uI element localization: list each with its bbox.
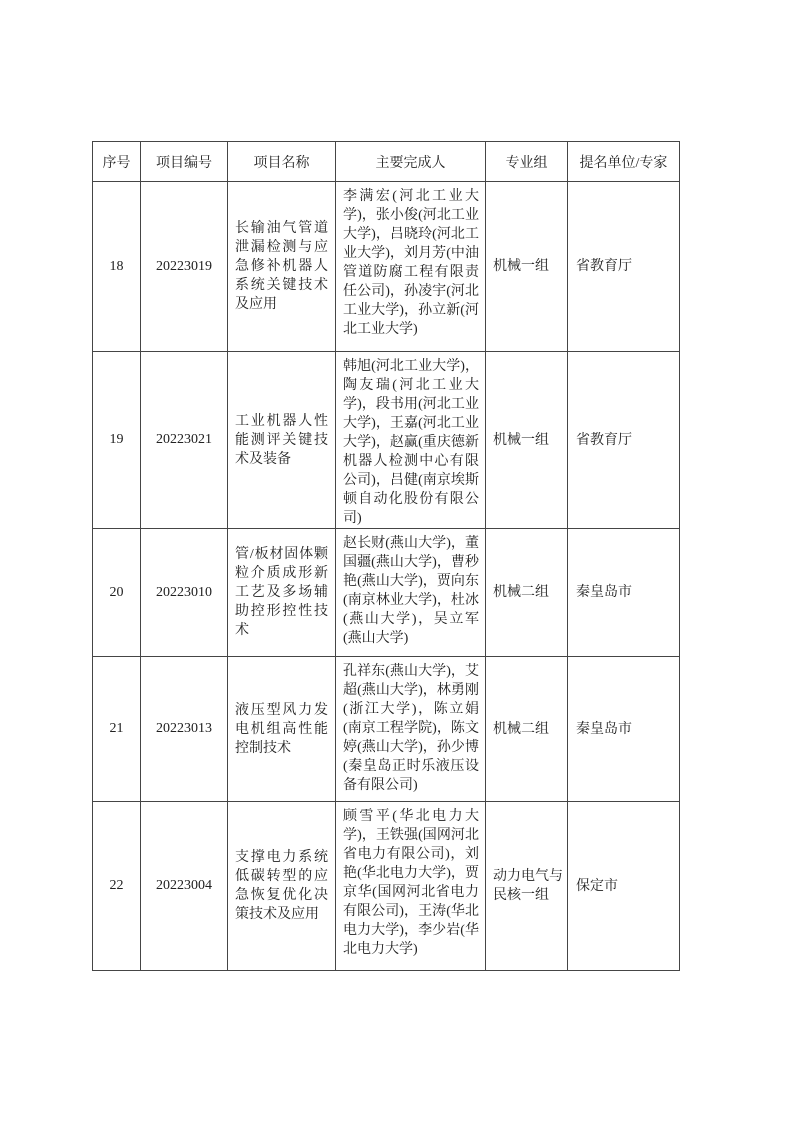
cell-nominating-unit: 秦皇岛市 (568, 529, 680, 657)
col-header-nominating-unit: 提名单位/专家 (568, 142, 680, 182)
table-row (93, 352, 680, 529)
cell-nominating-unit: 秦皇岛市 (568, 657, 680, 802)
cell-serial-number: 20 (93, 529, 141, 657)
cell-project-name: 液压型风力发电机组高性能控制技术 (228, 657, 336, 802)
col-header-main-contributors: 主要完成人 (336, 142, 486, 182)
cell-professional-group: 机械一组 (486, 182, 568, 352)
col-header-project-name: 项目名称 (228, 142, 336, 182)
cell-serial-number: 22 (93, 802, 141, 971)
cell-nominating-unit: 省教育厅 (568, 352, 680, 529)
cell-main-contributors: 李满宏(河北工业大学)，张小俊(河北工业大学)，吕晓玲(河北工业大学)，刘月芳(中油管道防腐工程有限责任公司)，孙凌宇(河北工业大学)，孙立新(河北工业大学) (336, 182, 486, 352)
cell-main-contributors: 顾雪平(华北电力大学)，王铁强(国网河北省电力有限公司)，刘艳(华北电力大学)，贾京华(国网河北省电力有限公司)，王涛(华北电力大学)，李少岩(华北电力大学) (336, 802, 486, 971)
table-row (93, 802, 680, 971)
cell-professional-group: 机械一组 (486, 352, 568, 529)
cell-nominating-unit: 保定市 (568, 802, 680, 971)
col-header-project-id: 项目编号 (141, 142, 228, 182)
cell-project-id: 20223004 (141, 802, 228, 971)
table-row (93, 657, 680, 802)
cell-main-contributors: 孔祥东(燕山大学)，艾超(燕山大学)，林勇刚(浙江大学)，陈立娟(南京工程学院)，陈文婷(燕山大学)，孙少博(秦皇岛正时乐液压设备有限公司) (336, 657, 486, 802)
cell-professional-group: 机械二组 (486, 657, 568, 802)
cell-project-id: 20223019 (141, 182, 228, 352)
col-header-serial-number: 序号 (93, 142, 141, 182)
cell-project-name: 管/板材固体颗粒介质成形新工艺及多场辅助控形控性技术 (228, 529, 336, 657)
cell-project-id: 20223010 (141, 529, 228, 657)
table-header-row (93, 142, 680, 182)
cell-project-name: 长输油气管道泄漏检测与应急修补机器人系统关键技术及应用 (228, 182, 336, 352)
cell-main-contributors: 韩旭(河北工业大学)，陶友瑞(河北工业大学)，段书用(河北工业大学)，王嘉(河北工业大学)，赵赢(重庆德新机器人检测中心有限公司)，吕健(南京埃斯顿自动化股份有限公司) (336, 352, 486, 529)
cell-serial-number: 19 (93, 352, 141, 529)
cell-project-id: 20223013 (141, 657, 228, 802)
col-header-professional-group: 专业组 (486, 142, 568, 182)
table-row (93, 182, 680, 352)
cell-professional-group: 动力电气与民核一组 (486, 802, 568, 971)
cell-project-name: 工业机器人性能测评关键技术及装备 (228, 352, 336, 529)
cell-project-name: 支撑电力系统低碳转型的应急恢复优化决策技术及应用 (228, 802, 336, 971)
cell-serial-number: 18 (93, 182, 141, 352)
cell-nominating-unit: 省教育厅 (568, 182, 680, 352)
projects-table (92, 141, 680, 971)
table-row (93, 529, 680, 657)
cell-main-contributors: 赵长财(燕山大学)，董国疆(燕山大学)，曹秒艳(燕山大学)，贾向东(南京林业大学)，杜冰(燕山大学)，吴立军(燕山大学) (336, 529, 486, 657)
cell-professional-group: 机械二组 (486, 529, 568, 657)
cell-serial-number: 21 (93, 657, 141, 802)
cell-project-id: 20223021 (141, 352, 228, 529)
